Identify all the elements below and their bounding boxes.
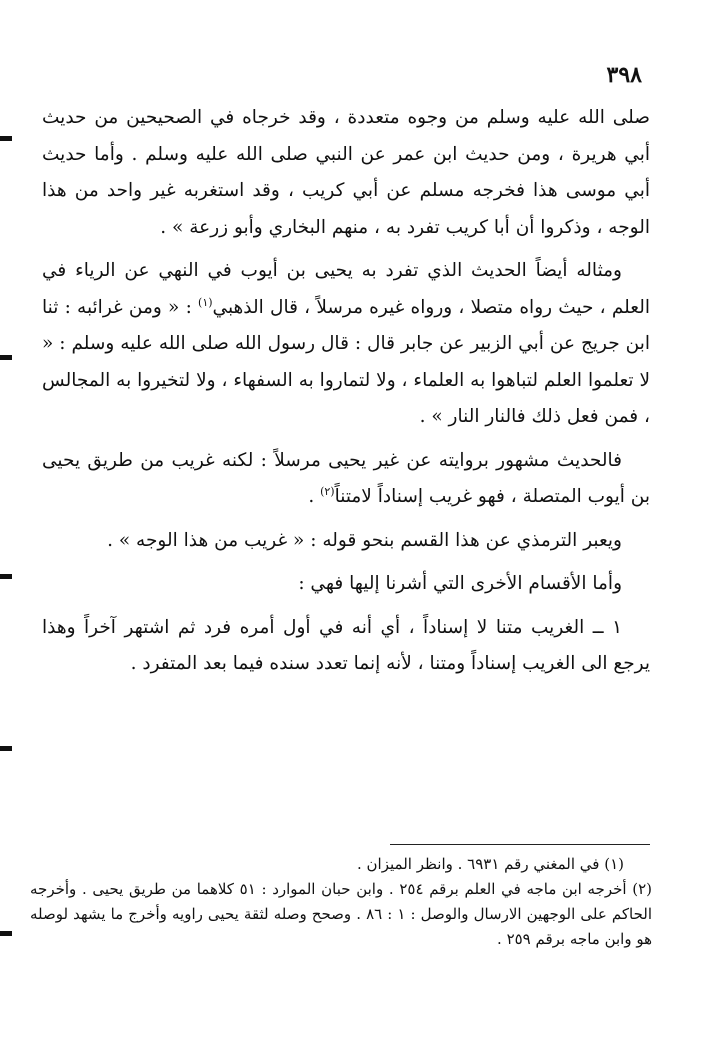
footnote-2: (٢) أخرجه ابن ماجه في العلم برقم ٢٥٤ . وابن حبان الموارد : ٥١ كلاهما من طريق يحيى . وأخرجه الحاكم على الوجهين الارسال والوصل : ١ : ٨٦ . وصحح وصله لثقة يحيى راويه وأخرج ما يشهد لوصله هو وابن ماجه برقم ٢٥٩ . — [30, 880, 652, 948]
paragraph-3-text-a: فالحديث مشهور بروايته عن غير يحيى مرسلاً : لكنه غريب من طريق يحيى بن أيوب المتصلة ، فهو غريب إسناداً لامتناً — [42, 449, 650, 507]
footnote-ref-1: (١) — [198, 295, 213, 309]
paragraph-6: ١ ــ الغريب متنا لا إسناداً ، أي أنه في أول أمره فرد ثم اشتهر آخراً وهذا يرجع الى الغريب إسناداً ومتنا ، لأنه إنما تعدد سنده فيما بعد المتفرد . — [42, 616, 650, 674]
paragraph-3-text-b: . — [308, 486, 321, 507]
paragraph-4: ويعبر الترمذي عن هذا القسم بنحو قوله : « غريب من هذا الوجه » . — [107, 529, 622, 551]
footnotes — [30, 852, 652, 952]
paragraph-2 — [42, 253, 650, 436]
paragraph-1: صلى الله عليه وسلم من وجوه متعددة ، وقد خرجاه في الصحيحين من حديث أبي هريرة ، ومن حديث ابن عمر عن النبي صلى الله عليه وسلم . وأما حديث أبي موسى هذا فخرجه مسلم عن أبي كريب ، وقد استغربه غير واحد من هذا الوجه ، وذكروا أن أبا كريب تفرد به ، منهم البخاري وأبو زرعة » . — [42, 107, 650, 238]
paragraph-5: وأما الأقسام الأخرى التي أشرنا إليها فهي : — [298, 573, 622, 594]
margin-mark — [0, 931, 12, 936]
margin-mark — [0, 355, 12, 360]
margin-mark — [0, 746, 12, 751]
paragraph-3 — [42, 443, 650, 516]
footnote-separator — [390, 844, 650, 845]
footnote-ref-2: (٢) — [320, 484, 335, 498]
footnote-1: (١) في المغني رقم ٦٩٣١ . وانظر الميزان . — [357, 855, 624, 873]
page-number: ٣٩٨ — [606, 62, 642, 88]
paragraph-2-text-a: ومثاله أيضاً الحديث الذي تفرد به يحيى بن أيوب في النهي عن الرياء في العلم ، حيث رواه متصلا ، ورواه غيره مرسلاً ، قال الذهبي — [42, 260, 650, 318]
paragraph-2-text-b: : « ومن غرائبه : ثنا ابن جريج عن أبي الزبير عن جابر قال : قال رسول الله صلى الله عليه وسلم : « لا تعلموا العلم لتباهوا به العلماء ، ولا لتماروا به السفهاء ، ولا لتخيروا به المجالس ، فمن فعل ذلك فالنار النار » . — [42, 296, 650, 427]
margin-mark — [0, 574, 12, 579]
body-text — [42, 100, 650, 683]
margin-mark — [0, 136, 12, 141]
